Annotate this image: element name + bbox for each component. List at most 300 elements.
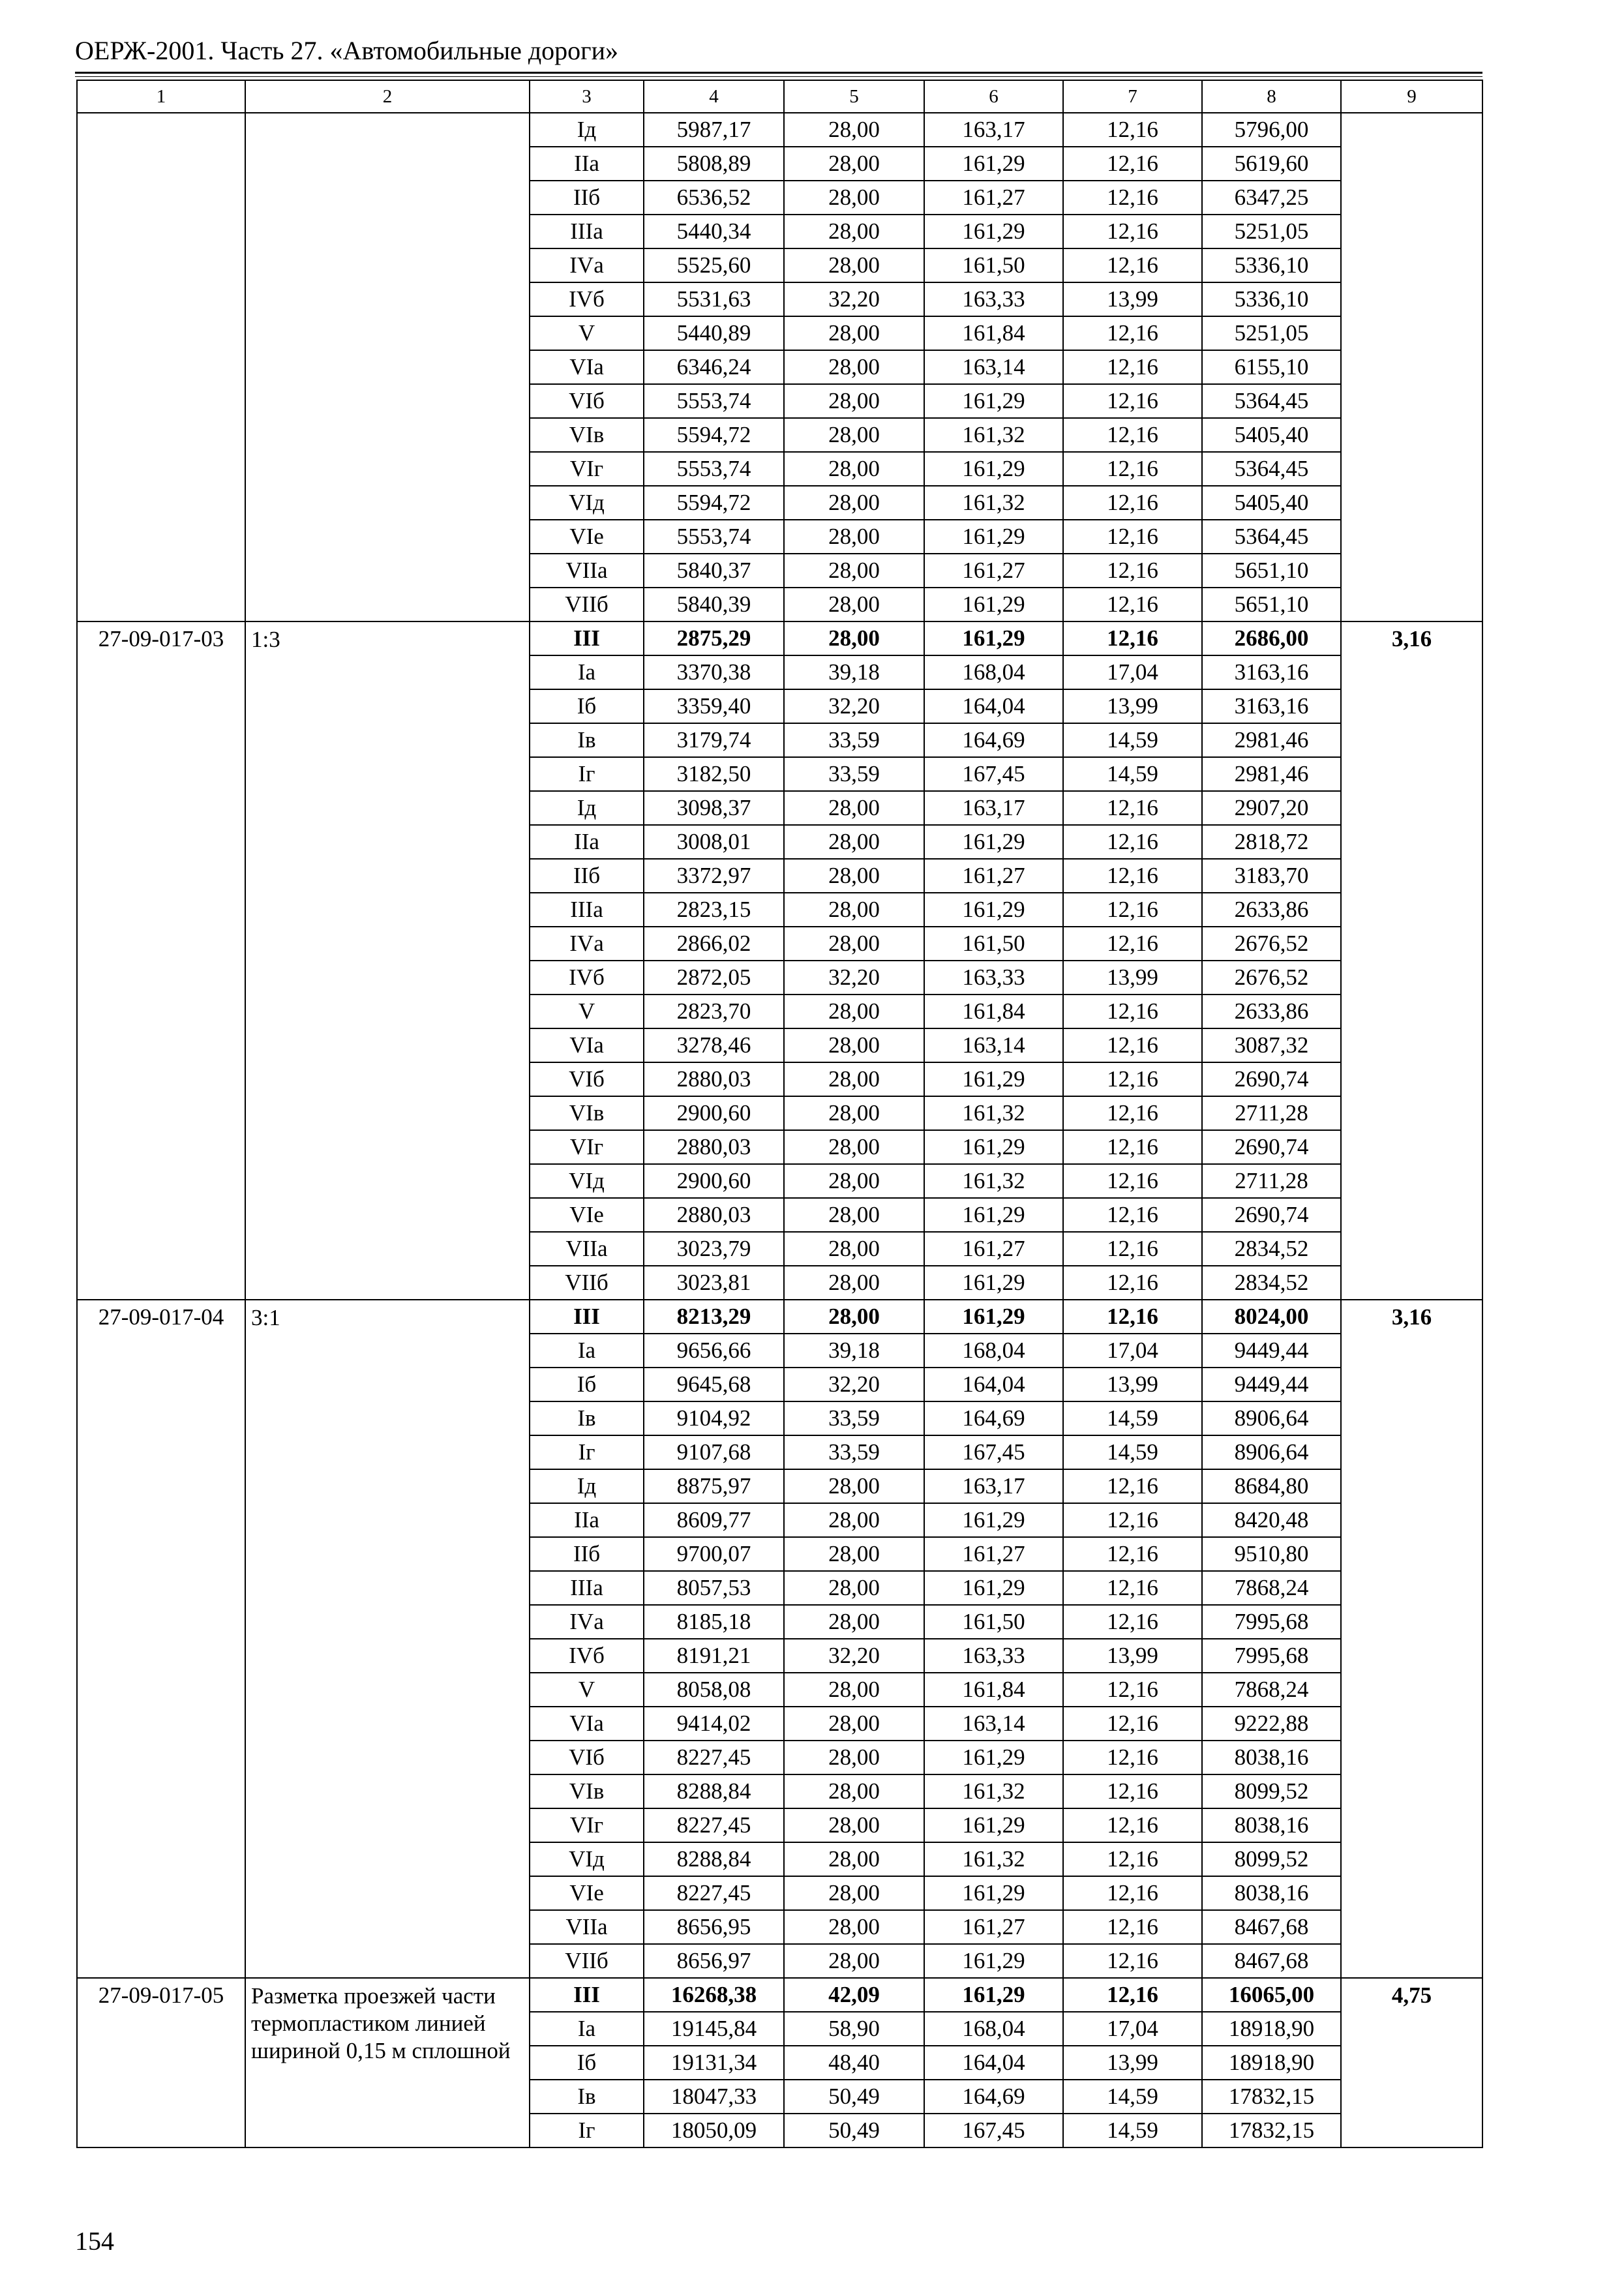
value-cell: 163,17 xyxy=(924,1469,1063,1503)
value-cell: 28,00 xyxy=(784,215,924,248)
zone-group-cell: Iв xyxy=(530,1401,644,1435)
value-cell: 5336,10 xyxy=(1202,282,1341,316)
value-cell: 42,09 xyxy=(784,1978,924,2012)
value-cell: 2676,52 xyxy=(1202,927,1341,961)
value-cell: 28,00 xyxy=(784,1232,924,1266)
value-cell: 8099,52 xyxy=(1202,1774,1341,1808)
rate-description-cell: 1:3 xyxy=(245,621,530,1300)
value-cell: 14,59 xyxy=(1063,1401,1202,1435)
value-cell: 2690,74 xyxy=(1202,1198,1341,1232)
value-cell: 13,99 xyxy=(1063,689,1202,723)
zone-group-cell: Iг xyxy=(530,757,644,791)
zone-group-cell: VIе xyxy=(530,1876,644,1910)
value-cell: 12,16 xyxy=(1063,1130,1202,1164)
value-cell: 5594,72 xyxy=(644,418,784,452)
value-cell: 163,14 xyxy=(924,1707,1063,1741)
price-table xyxy=(76,80,1483,2148)
value-cell: 12,16 xyxy=(1063,1164,1202,1198)
value-cell: 2823,70 xyxy=(644,995,784,1028)
zone-group-cell: VIIа xyxy=(530,1232,644,1266)
value-cell: 12,16 xyxy=(1063,1842,1202,1876)
value-cell: 161,29 xyxy=(924,1130,1063,1164)
table-row xyxy=(77,1978,1482,2012)
zone-group-cell: VIб xyxy=(530,1062,644,1096)
zone-group-cell: Iг xyxy=(530,2114,644,2147)
value-cell: 161,29 xyxy=(924,588,1063,621)
value-cell: 12,16 xyxy=(1063,1707,1202,1741)
zone-group-cell: V xyxy=(530,316,644,350)
value-cell: 12,16 xyxy=(1063,1096,1202,1130)
zone-group-cell: Iд xyxy=(530,113,644,147)
value-cell: 161,29 xyxy=(924,1198,1063,1232)
value-cell: 5336,10 xyxy=(1202,248,1341,282)
value-cell: 164,69 xyxy=(924,1401,1063,1435)
value-cell: 28,00 xyxy=(784,248,924,282)
value-cell: 2907,20 xyxy=(1202,791,1341,825)
value-cell: 32,20 xyxy=(784,1368,924,1401)
value-cell: 2880,03 xyxy=(644,1198,784,1232)
labor-factor-cell: 4,75 xyxy=(1341,1978,1482,2147)
zone-group-cell: VIб xyxy=(530,1741,644,1774)
value-cell: 28,00 xyxy=(784,1842,924,1876)
value-cell: 39,18 xyxy=(784,1334,924,1368)
value-cell: 161,29 xyxy=(924,1571,1063,1605)
value-cell: 16065,00 xyxy=(1202,1978,1341,2012)
zone-group-cell: VIIа xyxy=(530,1910,644,1944)
header-rule-thin xyxy=(75,76,1482,77)
value-cell: 5440,89 xyxy=(644,316,784,350)
value-cell: 28,00 xyxy=(784,1062,924,1096)
value-cell: 2872,05 xyxy=(644,961,784,995)
zone-group-cell: IVб xyxy=(530,1639,644,1673)
value-cell: 2823,15 xyxy=(644,893,784,927)
value-cell: 8656,97 xyxy=(644,1944,784,1978)
zone-group-cell: IIа xyxy=(530,825,644,859)
value-cell: 12,16 xyxy=(1063,1978,1202,2012)
zone-group-cell: Iб xyxy=(530,1368,644,1401)
value-cell: 5619,60 xyxy=(1202,147,1341,181)
value-cell: 28,00 xyxy=(784,181,924,215)
value-cell: 3182,50 xyxy=(644,757,784,791)
value-cell: 3163,16 xyxy=(1202,689,1341,723)
value-cell: 12,16 xyxy=(1063,350,1202,384)
value-cell: 9449,44 xyxy=(1202,1368,1341,1401)
zone-group-cell: Iа xyxy=(530,655,644,689)
value-cell: 28,00 xyxy=(784,1673,924,1707)
zone-group-cell: VIв xyxy=(530,418,644,452)
value-cell: 19145,84 xyxy=(644,2012,784,2046)
value-cell: 16268,38 xyxy=(644,1978,784,2012)
zone-group-cell: VIIб xyxy=(530,588,644,621)
value-cell: 161,27 xyxy=(924,1910,1063,1944)
value-cell: 13,99 xyxy=(1063,282,1202,316)
value-cell: 28,00 xyxy=(784,1469,924,1503)
value-cell: 167,45 xyxy=(924,1435,1063,1469)
value-cell: 12,16 xyxy=(1063,588,1202,621)
zone-group-cell: V xyxy=(530,995,644,1028)
value-cell: 12,16 xyxy=(1063,520,1202,554)
value-cell: 161,29 xyxy=(924,621,1063,655)
value-cell: 2981,46 xyxy=(1202,723,1341,757)
value-cell: 3087,32 xyxy=(1202,1028,1341,1062)
zone-group-cell: VIг xyxy=(530,452,644,486)
table-row xyxy=(77,113,1482,147)
table-row xyxy=(77,621,1482,655)
column-number-cell: 7 xyxy=(1063,80,1202,113)
value-cell: 168,04 xyxy=(924,1334,1063,1368)
zone-group-cell: VIе xyxy=(530,1198,644,1232)
zone-group-cell: VIа xyxy=(530,1707,644,1741)
value-cell: 5440,34 xyxy=(644,215,784,248)
value-cell: 161,29 xyxy=(924,384,1063,418)
value-cell: 164,04 xyxy=(924,2046,1063,2080)
value-cell: 12,16 xyxy=(1063,181,1202,215)
zone-group-cell: IIIа xyxy=(530,893,644,927)
value-cell: 33,59 xyxy=(784,723,924,757)
value-cell: 164,69 xyxy=(924,2080,1063,2114)
zone-group-cell: IIа xyxy=(530,1503,644,1537)
value-cell: 161,29 xyxy=(924,147,1063,181)
value-cell: 9107,68 xyxy=(644,1435,784,1469)
value-cell: 168,04 xyxy=(924,2012,1063,2046)
value-cell: 8875,97 xyxy=(644,1469,784,1503)
value-cell: 12,16 xyxy=(1063,554,1202,588)
value-cell: 161,29 xyxy=(924,1944,1063,1978)
value-cell: 2880,03 xyxy=(644,1130,784,1164)
value-cell: 8906,64 xyxy=(1202,1435,1341,1469)
value-cell: 18918,90 xyxy=(1202,2012,1341,2046)
value-cell: 8099,52 xyxy=(1202,1842,1341,1876)
value-cell: 32,20 xyxy=(784,961,924,995)
zone-group-cell: VIд xyxy=(530,486,644,520)
value-cell: 9656,66 xyxy=(644,1334,784,1368)
value-cell: 161,29 xyxy=(924,1978,1063,2012)
value-cell: 161,29 xyxy=(924,1808,1063,1842)
value-cell: 7995,68 xyxy=(1202,1639,1341,1673)
zone-group-cell: III xyxy=(530,1978,644,2012)
value-cell: 5840,37 xyxy=(644,554,784,588)
value-cell: 13,99 xyxy=(1063,1368,1202,1401)
value-cell: 161,27 xyxy=(924,1537,1063,1571)
value-cell: 28,00 xyxy=(784,1944,924,1978)
zone-group-cell: IVа xyxy=(530,248,644,282)
value-cell: 8185,18 xyxy=(644,1605,784,1639)
value-cell: 5525,60 xyxy=(644,248,784,282)
column-number-cell: 4 xyxy=(644,80,784,113)
zone-group-cell: VIа xyxy=(530,1028,644,1062)
value-cell: 8288,84 xyxy=(644,1842,784,1876)
value-cell: 5553,74 xyxy=(644,520,784,554)
zone-group-cell: VIб xyxy=(530,384,644,418)
value-cell: 14,59 xyxy=(1063,1435,1202,1469)
value-cell: 5594,72 xyxy=(644,486,784,520)
value-cell: 6155,10 xyxy=(1202,350,1341,384)
value-cell: 3372,97 xyxy=(644,859,784,893)
zone-group-cell: IIб xyxy=(530,181,644,215)
value-cell: 161,84 xyxy=(924,316,1063,350)
value-cell: 8191,21 xyxy=(644,1639,784,1673)
value-cell: 161,29 xyxy=(924,825,1063,859)
zone-group-cell: Iб xyxy=(530,689,644,723)
value-cell: 28,00 xyxy=(784,113,924,147)
value-cell: 161,32 xyxy=(924,1096,1063,1130)
document-header: ОЕРЖ-2001. Часть 27. «Автомобильные дороги» xyxy=(75,36,618,65)
value-cell: 8467,68 xyxy=(1202,1944,1341,1978)
value-cell: 12,16 xyxy=(1063,384,1202,418)
value-cell: 5251,05 xyxy=(1202,215,1341,248)
rate-code-cell xyxy=(77,113,245,621)
value-cell: 8058,08 xyxy=(644,1673,784,1707)
value-cell: 161,32 xyxy=(924,1774,1063,1808)
value-cell: 161,84 xyxy=(924,1673,1063,1707)
value-cell: 12,16 xyxy=(1063,147,1202,181)
value-cell: 9510,80 xyxy=(1202,1537,1341,1571)
value-cell: 6347,25 xyxy=(1202,181,1341,215)
value-cell: 5405,40 xyxy=(1202,486,1341,520)
value-cell: 8213,29 xyxy=(644,1300,784,1334)
value-cell: 161,29 xyxy=(924,1266,1063,1300)
value-cell: 3183,70 xyxy=(1202,859,1341,893)
zone-group-cell: VIа xyxy=(530,350,644,384)
value-cell: 32,20 xyxy=(784,282,924,316)
value-cell: 12,16 xyxy=(1063,1537,1202,1571)
value-cell: 5364,45 xyxy=(1202,452,1341,486)
value-cell: 167,45 xyxy=(924,2114,1063,2147)
value-cell: 5840,39 xyxy=(644,588,784,621)
value-cell: 14,59 xyxy=(1063,723,1202,757)
value-cell: 161,29 xyxy=(924,520,1063,554)
labor-factor-cell: 3,16 xyxy=(1341,1300,1482,1978)
value-cell: 6346,24 xyxy=(644,350,784,384)
value-cell: 12,16 xyxy=(1063,1232,1202,1266)
value-cell: 8038,16 xyxy=(1202,1808,1341,1842)
column-number-cell: 6 xyxy=(924,80,1063,113)
value-cell: 50,49 xyxy=(784,2114,924,2147)
value-cell: 2900,60 xyxy=(644,1096,784,1130)
value-cell: 2880,03 xyxy=(644,1062,784,1096)
value-cell: 28,00 xyxy=(784,350,924,384)
value-cell: 5808,89 xyxy=(644,147,784,181)
value-cell: 9222,88 xyxy=(1202,1707,1341,1741)
value-cell: 161,29 xyxy=(924,1300,1063,1334)
value-cell: 28,00 xyxy=(784,825,924,859)
value-cell: 8420,48 xyxy=(1202,1503,1341,1537)
value-cell: 9700,07 xyxy=(644,1537,784,1571)
value-cell: 12,16 xyxy=(1063,1876,1202,1910)
value-cell: 17,04 xyxy=(1063,1334,1202,1368)
zone-group-cell: Iд xyxy=(530,791,644,825)
value-cell: 28,00 xyxy=(784,1130,924,1164)
value-cell: 12,16 xyxy=(1063,791,1202,825)
value-cell: 164,04 xyxy=(924,689,1063,723)
header-rule xyxy=(75,72,1482,74)
zone-group-cell: Iг xyxy=(530,1435,644,1469)
value-cell: 8656,95 xyxy=(644,1910,784,1944)
value-cell: 7868,24 xyxy=(1202,1673,1341,1707)
column-number-cell: 1 xyxy=(77,80,245,113)
value-cell: 161,29 xyxy=(924,1503,1063,1537)
value-cell: 12,16 xyxy=(1063,215,1202,248)
value-cell: 28,00 xyxy=(784,1605,924,1639)
value-cell: 18918,90 xyxy=(1202,2046,1341,2080)
value-cell: 161,29 xyxy=(924,893,1063,927)
zone-group-cell: IIIа xyxy=(530,215,644,248)
value-cell: 2875,29 xyxy=(644,621,784,655)
labor-factor-cell: 3,16 xyxy=(1341,621,1482,1300)
value-cell: 168,04 xyxy=(924,655,1063,689)
value-cell: 3023,79 xyxy=(644,1232,784,1266)
value-cell: 8467,68 xyxy=(1202,1910,1341,1944)
value-cell: 28,00 xyxy=(784,927,924,961)
value-cell: 18047,33 xyxy=(644,2080,784,2114)
value-cell: 28,00 xyxy=(784,1741,924,1774)
value-cell: 9104,92 xyxy=(644,1401,784,1435)
value-cell: 28,00 xyxy=(784,588,924,621)
value-cell: 32,20 xyxy=(784,1639,924,1673)
value-cell: 12,16 xyxy=(1063,1571,1202,1605)
value-cell: 28,00 xyxy=(784,1503,924,1537)
value-cell: 28,00 xyxy=(784,995,924,1028)
value-cell: 161,32 xyxy=(924,486,1063,520)
zone-group-cell: VIд xyxy=(530,1842,644,1876)
value-cell: 2633,86 xyxy=(1202,995,1341,1028)
value-cell: 12,16 xyxy=(1063,1028,1202,1062)
value-cell: 5531,63 xyxy=(644,282,784,316)
value-cell: 8906,64 xyxy=(1202,1401,1341,1435)
value-cell: 28,00 xyxy=(784,384,924,418)
value-cell: 5364,45 xyxy=(1202,520,1341,554)
value-cell: 50,49 xyxy=(784,2080,924,2114)
zone-group-cell: VIг xyxy=(530,1130,644,1164)
value-cell: 3163,16 xyxy=(1202,655,1341,689)
value-cell: 161,27 xyxy=(924,859,1063,893)
value-cell: 3023,81 xyxy=(644,1266,784,1300)
value-cell: 161,84 xyxy=(924,995,1063,1028)
value-cell: 161,50 xyxy=(924,248,1063,282)
value-cell: 5251,05 xyxy=(1202,316,1341,350)
value-cell: 161,29 xyxy=(924,452,1063,486)
value-cell: 58,90 xyxy=(784,2012,924,2046)
column-number-cell: 2 xyxy=(245,80,530,113)
value-cell: 17,04 xyxy=(1063,655,1202,689)
zone-group-cell: VIIа xyxy=(530,554,644,588)
value-cell: 163,33 xyxy=(924,282,1063,316)
zone-group-cell: VIв xyxy=(530,1096,644,1130)
value-cell: 161,32 xyxy=(924,1164,1063,1198)
value-cell: 33,59 xyxy=(784,1435,924,1469)
value-cell: 12,16 xyxy=(1063,1741,1202,1774)
value-cell: 8038,16 xyxy=(1202,1876,1341,1910)
value-cell: 28,00 xyxy=(784,893,924,927)
value-cell: 3008,01 xyxy=(644,825,784,859)
value-cell: 13,99 xyxy=(1063,961,1202,995)
value-cell: 2686,00 xyxy=(1202,621,1341,655)
value-cell: 9449,44 xyxy=(1202,1334,1341,1368)
zone-group-cell: III xyxy=(530,1300,644,1334)
value-cell: 12,16 xyxy=(1063,452,1202,486)
zone-group-cell: IIа xyxy=(530,147,644,181)
value-cell: 28,00 xyxy=(784,1774,924,1808)
value-cell: 12,16 xyxy=(1063,1469,1202,1503)
value-cell: 163,14 xyxy=(924,1028,1063,1062)
value-cell: 28,00 xyxy=(784,1198,924,1232)
value-cell: 12,16 xyxy=(1063,1774,1202,1808)
value-cell: 8288,84 xyxy=(644,1774,784,1808)
value-cell: 2711,28 xyxy=(1202,1164,1341,1198)
value-cell: 5553,74 xyxy=(644,452,784,486)
value-cell: 17,04 xyxy=(1063,2012,1202,2046)
value-cell: 3098,37 xyxy=(644,791,784,825)
value-cell: 28,00 xyxy=(784,1300,924,1334)
value-cell: 12,16 xyxy=(1063,486,1202,520)
value-cell: 5987,17 xyxy=(644,113,784,147)
zone-group-cell: IVа xyxy=(530,927,644,961)
value-cell: 161,29 xyxy=(924,1062,1063,1096)
value-cell: 163,33 xyxy=(924,961,1063,995)
value-cell: 13,99 xyxy=(1063,1639,1202,1673)
value-cell: 12,16 xyxy=(1063,893,1202,927)
value-cell: 163,17 xyxy=(924,791,1063,825)
price-table-wrapper xyxy=(76,80,1483,2148)
value-cell: 28,00 xyxy=(784,452,924,486)
value-cell: 12,16 xyxy=(1063,248,1202,282)
zone-group-cell: IVа xyxy=(530,1605,644,1639)
value-cell: 12,16 xyxy=(1063,1266,1202,1300)
value-cell: 28,00 xyxy=(784,1028,924,1062)
value-cell: 12,16 xyxy=(1063,1503,1202,1537)
labor-factor-cell xyxy=(1341,113,1482,621)
value-cell: 2866,02 xyxy=(644,927,784,961)
value-cell: 19131,34 xyxy=(644,2046,784,2080)
value-cell: 12,16 xyxy=(1063,1605,1202,1639)
value-cell: 8684,80 xyxy=(1202,1469,1341,1503)
value-cell: 12,16 xyxy=(1063,1062,1202,1096)
rate-code-cell: 27-09-017-04 xyxy=(77,1300,245,1978)
value-cell: 3359,40 xyxy=(644,689,784,723)
table-row xyxy=(77,1300,1482,1334)
value-cell: 28,00 xyxy=(784,147,924,181)
value-cell: 161,27 xyxy=(924,181,1063,215)
value-cell: 12,16 xyxy=(1063,1300,1202,1334)
value-cell: 5651,10 xyxy=(1202,554,1341,588)
value-cell: 167,45 xyxy=(924,757,1063,791)
column-number-row xyxy=(77,80,1482,113)
value-cell: 8227,45 xyxy=(644,1741,784,1774)
price-table-body xyxy=(77,80,1482,2147)
value-cell: 12,16 xyxy=(1063,1198,1202,1232)
value-cell: 14,59 xyxy=(1063,757,1202,791)
zone-group-cell: VIд xyxy=(530,1164,644,1198)
value-cell: 12,16 xyxy=(1063,418,1202,452)
value-cell: 161,27 xyxy=(924,554,1063,588)
value-cell: 48,40 xyxy=(784,2046,924,2080)
value-cell: 28,00 xyxy=(784,1707,924,1741)
zone-group-cell: V xyxy=(530,1673,644,1707)
zone-group-cell: VIе xyxy=(530,520,644,554)
value-cell: 12,16 xyxy=(1063,113,1202,147)
value-cell: 163,17 xyxy=(924,113,1063,147)
value-cell: 12,16 xyxy=(1063,1944,1202,1978)
value-cell: 7995,68 xyxy=(1202,1605,1341,1639)
value-cell: 28,00 xyxy=(784,791,924,825)
zone-group-cell: Iб xyxy=(530,2046,644,2080)
zone-group-cell: IIIа xyxy=(530,1571,644,1605)
value-cell: 8024,00 xyxy=(1202,1300,1341,1334)
value-cell: 163,33 xyxy=(924,1639,1063,1673)
value-cell: 3370,38 xyxy=(644,655,784,689)
value-cell: 161,50 xyxy=(924,927,1063,961)
value-cell: 2711,28 xyxy=(1202,1096,1341,1130)
